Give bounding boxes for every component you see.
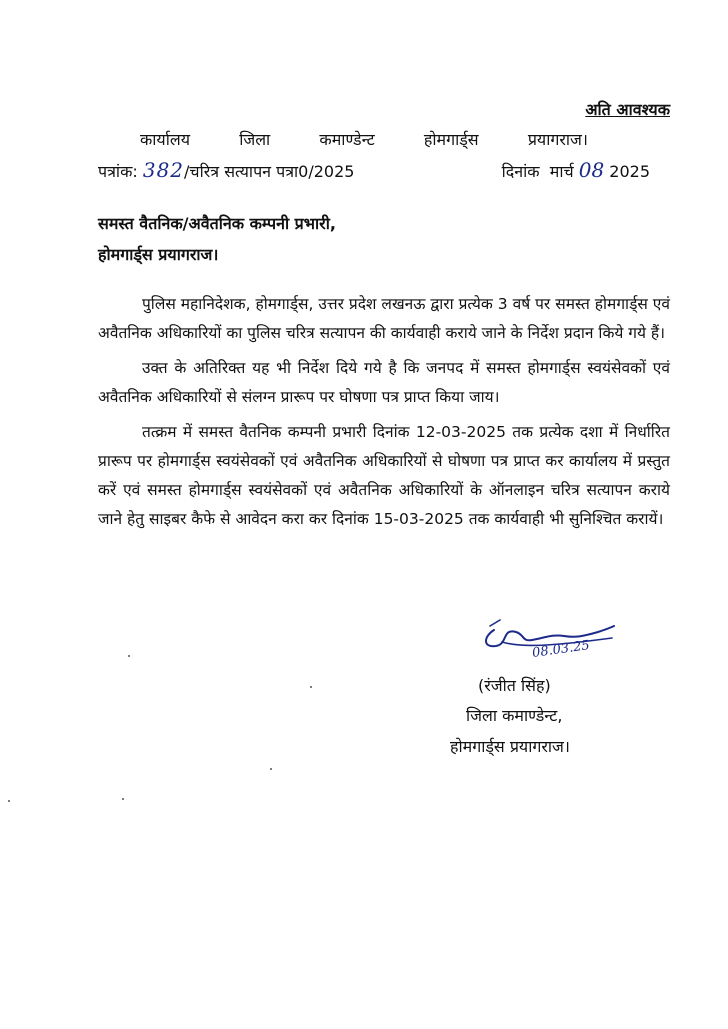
addressee-line-2: होमगार्ड्स प्रयागराज। <box>98 245 219 264</box>
addressee-line-1: समस्त वैतनिक/अवैतनिक कम्पनी प्रभारी, <box>98 214 336 233</box>
letter-body <box>98 290 670 540</box>
scan-speck <box>8 800 10 802</box>
date-day-handwritten: 08 <box>578 158 605 182</box>
scan-speck <box>122 798 124 800</box>
signatory-office: होमगार्ड्स प्रयागराज। <box>450 737 570 756</box>
ref-suffix: /चरित्र सत्यापन पत्रा0/2025 <box>184 162 355 181</box>
date-month: मार्च <box>549 162 574 181</box>
paragraph-3: तत्क्रम में समस्त वैतनिक कम्पनी प्रभारी दिनांक 12-03-2025 तक प्रत्येक दशा में निर्धारित प्रारूप पर होमगार्ड्स स्वयंसेवकों एवं अवैतनिक अधिकारियों से घोषणा पत्र प्राप्त कर कार्यालय में प्रस्तुत करें एवं समस्त होमगार्ड्स स्वयंसेवकों एवं अवैतनिक अधिकारियों के ऑनलाइन चरित्र सत्यापन कराये जाने हेतु साइबर कैफे से आवेदन करा कर दिनांक 15-03-2025 तक कार्यवाही भी सुनिश्चित करायें। <box>98 423 670 528</box>
date-label: दिनांक <box>501 162 540 181</box>
date-year: 2025 <box>609 162 650 181</box>
signatory-name: (रंजीत सिंह) <box>478 676 551 695</box>
office-word: जिला <box>239 130 271 149</box>
office-word: कार्यालय <box>140 130 190 149</box>
ref-number-handwritten: 382 <box>142 158 185 182</box>
scan-speck <box>310 686 312 688</box>
scan-speck <box>128 655 130 657</box>
paragraph-1: पुलिस महानिदेशक, होमगार्ड्स, उत्तर प्रदेश लखनऊ द्वारा प्रत्येक 3 वर्ष पर समस्त होमगार्ड्स एवं अवैतनिक अधिकारियों का पुलिस चरित्र सत्यापन की कार्यवाही कराये जाने के निर्देश प्रदान किये गये हैं। <box>98 295 670 342</box>
ref-label: पत्रांक: <box>98 162 138 181</box>
office-word: प्रयागराज। <box>527 130 588 149</box>
signature-date-handwritten: 08.03.25 <box>531 638 591 661</box>
office-word: होमगार्ड्स <box>423 130 479 149</box>
signatory-designation: जिला कमाण्डेन्ट, <box>466 706 563 725</box>
office-line <box>140 128 588 150</box>
urgent-heading: अति आवश्यक <box>585 100 670 119</box>
office-word: कमाण्डेन्ट <box>319 130 375 149</box>
paragraph-2: उक्त के अतिरिक्त यह भी निर्देश दिये गये है कि जनपद में समस्त होमगार्ड्स स्वयंसेवकों एवं अवैतनिक अधिकारियों से संलग्न प्रारूप पर घोषणा पत्र प्राप्त किया जाय। <box>98 359 670 406</box>
reference-line <box>98 158 354 182</box>
scan-speck <box>270 768 272 770</box>
date-line <box>502 158 650 182</box>
